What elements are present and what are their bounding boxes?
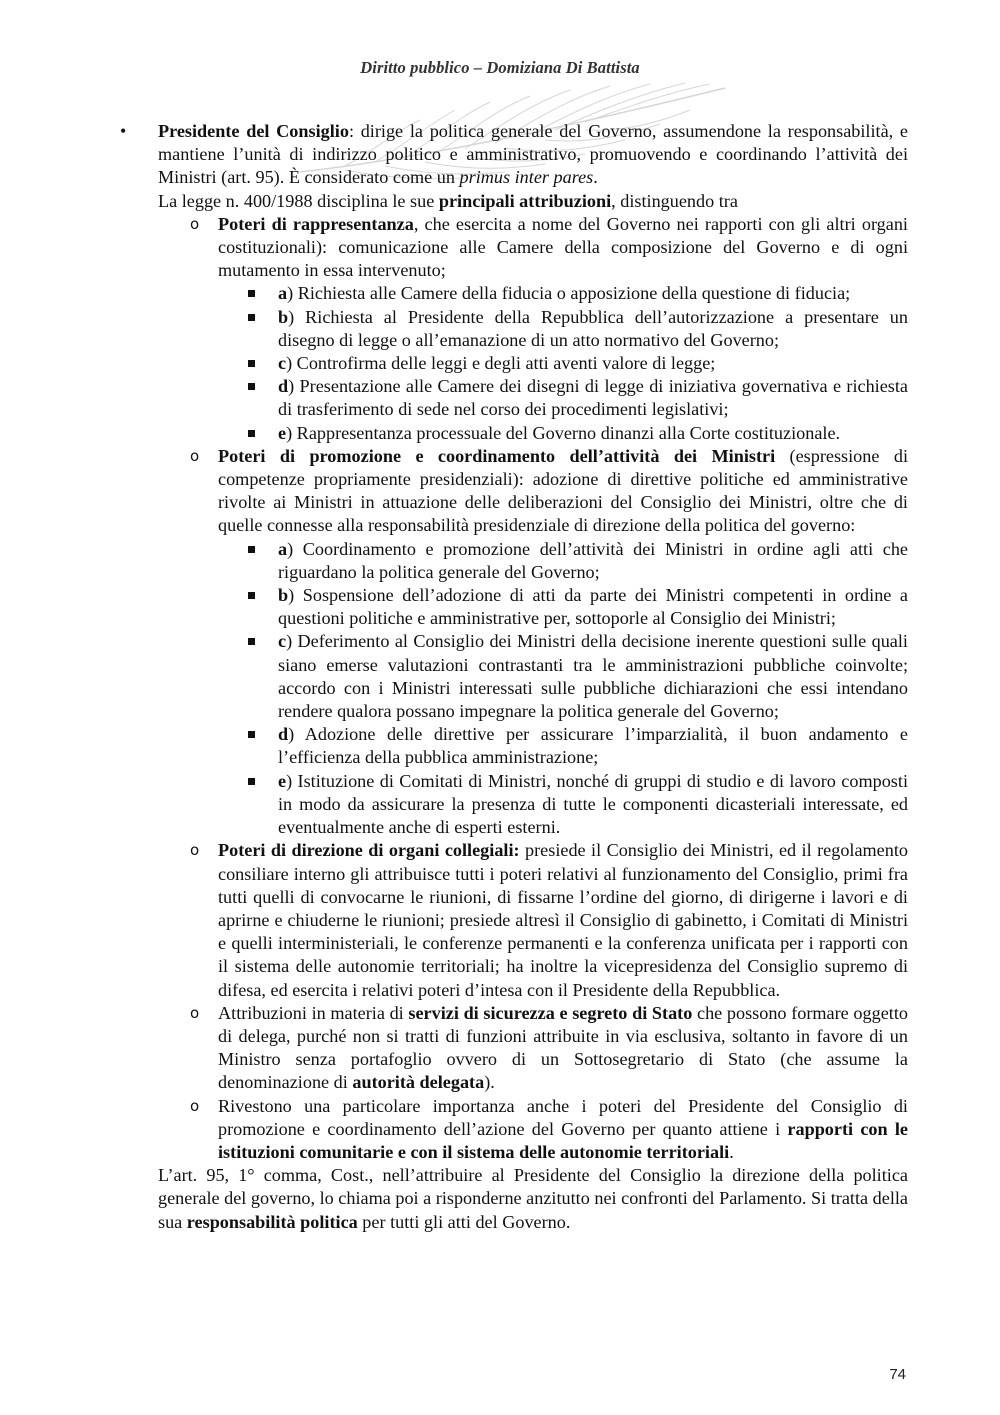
direzione-description: presiede il Consiglio dei Ministri, ed il regolamento consiliare interno gli attribuisce tutti i poteri relativi al funzionamento del Consiglio, primi fra tutti quelli di convocarne le riunioni, di fissarne l’ordine del giorno, di dirigerne i lavori e di aprirne e chiuderne le riunioni; presiede altresì il Consiglio di gabinetto, i Comitati di Ministri e quelli interministeriali, le conferenze permanenti e la conferenza unificata per i rapporti con il sistema delle autonomie territoriali; ha inoltre la vicepresidenza del Consiglio supremo di difesa, ed esercita i relativi poteri d’intesa con il Presidente della Repubblica. [218, 840, 908, 1000]
circle-bullet-icon: o [190, 1003, 200, 1022]
list-item-text [278, 584, 908, 630]
list-item [278, 584, 908, 630]
list-item [278, 723, 908, 769]
circle-bullet-icon: o [190, 214, 200, 233]
list-item-text [278, 352, 908, 375]
sicurezza-end: ). [484, 1072, 495, 1093]
item-text: ) Sospensione dell’adozione di atti da parte dei Ministri competenti in ordine a questioni politiche e amministrative per, sottoporle al Consiglio dei Ministri; [278, 585, 908, 629]
list-item [278, 282, 908, 305]
promozione-text [218, 445, 908, 538]
rappresentanza-text [218, 213, 908, 283]
promozione-title: Poteri di promozione e coordinamento dell’attività dei Ministri [218, 445, 776, 466]
president-description-end: . [593, 167, 598, 188]
sicurezza-bold: servizi di sicurezza e segreto di Stato [408, 1002, 693, 1023]
list-item [278, 306, 908, 352]
page-header: Diritto pubblico – Domiziana Di Battista [360, 58, 640, 77]
list-item-text [278, 422, 908, 445]
item-text: ) Istituzione di Comitati di Ministri, nonché di gruppi di studio e di lavoro composti in modo da assicurare la presenza di tutte le componenti dicasteriali interessate, ed eventualmente anche di esperti esterni. [278, 770, 908, 838]
square-bullet-icon [248, 430, 255, 437]
closing-paragraph [158, 1164, 908, 1234]
item-text: ) Adozione delle direttive per assicurare l’imparzialità, il buon andamento e l’efficienza della pubblica amministrazione; [278, 724, 908, 768]
list-item-text [278, 375, 908, 421]
item-letter: a [278, 538, 288, 559]
list-item [278, 352, 908, 375]
responsabilita-politica: responsabilità politica [186, 1211, 358, 1232]
main-content [120, 120, 909, 1234]
power-comunitarie [190, 1095, 908, 1165]
item-letter: c [278, 631, 287, 652]
square-bullet-icon [248, 360, 255, 367]
autorita-delegata: autorità delegata [352, 1072, 485, 1093]
list-item-text [278, 630, 908, 723]
sicurezza-intro: Attribuzioni in materia di [218, 1002, 409, 1023]
president-paragraph [158, 120, 908, 190]
list-item-text [278, 538, 908, 584]
direzione-title: Poteri di direzione di organi collegiali: [218, 840, 520, 861]
list-item-text [278, 723, 908, 769]
president-description: : dirige la politica generale del Governo, assumendone la responsabilità, e mantiene l’unità di indirizzo politico e amministrativo, promuovendo e coordinando l’attività dei Ministri (art. 95). È considerato come un [158, 121, 909, 188]
item-text: ) Controfirma delle leggi e degli atti aventi valore di legge; [286, 353, 716, 374]
square-bullet-icon [248, 314, 255, 321]
square-bullet-icon [248, 638, 255, 645]
square-bullet-icon [248, 383, 255, 390]
item-letter: e [278, 422, 287, 443]
square-bullet-icon [248, 731, 255, 738]
square-bullet-icon [248, 592, 255, 599]
list-item-text [278, 282, 908, 305]
law-intro: La legge n. 400/1988 disciplina le sue [158, 190, 439, 211]
item-letter: d [278, 724, 289, 745]
comunitarie-end: . [729, 1141, 734, 1162]
list-item [278, 770, 908, 840]
power-direzione [190, 839, 908, 1001]
list-item [278, 538, 908, 584]
item-letter: b [278, 585, 289, 606]
item-text: ) Richiesta al Presidente della Repubblica dell’autorizzazione a presentare un disegno di legge o all’emanazione di un atto normativo del Governo; [278, 306, 908, 350]
square-bullet-icon [248, 778, 255, 785]
law-outro: , distinguendo tra [611, 190, 738, 211]
circle-bullet-icon: o [190, 446, 200, 465]
list-item-text [278, 770, 908, 840]
item-text: ) Presentazione alle Camere dei disegni di legge di iniziativa governativa e richiesta di trasferimento di sede nel corso dei procedimenti legislativi; [278, 376, 908, 420]
president-term: Presidente del Consiglio [158, 121, 349, 141]
president-section [120, 120, 909, 1234]
item-letter: e [278, 770, 287, 791]
powers-list [190, 213, 908, 1164]
item-text: ) Richiesta alle Camere della fiducia o apposizione della questione di fiducia; [287, 283, 851, 304]
bullet-icon: • [120, 121, 127, 141]
item-letter: b [278, 306, 289, 327]
item-letter: c [278, 353, 287, 374]
circle-bullet-icon: o [190, 1096, 200, 1115]
law-bold-term: principali attribuzioni [438, 190, 612, 211]
comunitarie-text [218, 1095, 908, 1165]
comunitarie-intro: Rivestono una particolare importanza anche i poteri del Presidente del Consiglio di promozione e coordinamento dell’azione del Governo per quanto attiene i [218, 1095, 908, 1139]
promozione-sublist [278, 538, 908, 840]
square-bullet-icon [248, 546, 255, 553]
sicurezza-text [218, 1002, 908, 1095]
closing-intro: L’art. 95, 1° comma, Cost., nell’attribuire al Presidente del Consiglio la direzione della politica generale del governo, lo chiama poi a risponderne anzitutto nei confronti del Parlamento. Si tratta della sua [158, 1165, 908, 1232]
rappresentanza-description: , che esercita a nome del Governo nei rapporti con gli altri organi costituzionali): comunicazione alle Camere della composizione del Governo e di ogni mutamento in essa intervenuto; [218, 213, 908, 281]
list-item [278, 422, 908, 445]
list-item [278, 375, 908, 421]
primus-inter-pares: primus inter pares [459, 167, 594, 188]
item-text: ) Coordinamento e promozione dell’attività dei Ministri in ordine agli atti che riguardano la politica generale del Governo; [278, 538, 908, 582]
item-letter: a [278, 283, 288, 304]
power-promozione [190, 445, 908, 839]
item-text: ) Deferimento al Consiglio dei Ministri della decisione inerente questioni sulle quali siano emerse valutazioni contrastanti tra le amministrazioni pubbliche coinvolte; accordo con i Ministri interessati sulle pubbliche dichiarazioni che essi intendano rendere qualora possano impegnare la politica generale del Governo; [278, 631, 908, 722]
list-item [278, 630, 908, 723]
circle-bullet-icon: o [190, 841, 200, 860]
closing-end: per tutti gli atti del Governo. [357, 1211, 571, 1232]
square-bullet-icon [248, 290, 255, 297]
law-400-paragraph [158, 190, 908, 213]
item-text: ) Rappresentanza processuale del Governo dinanzi alla Corte costituzionale. [286, 422, 841, 443]
promozione-description: (espressione di competenze propriamente presidenziali): adozione di direttive politiche ed amministrative rivolte ai Ministri in attuazione delle deliberazioni del Consiglio dei Ministri, oltre che di quelle connesse alla responsabilità presidenziale di direzione della politica del governo: [218, 445, 908, 536]
direzione-text [218, 839, 908, 1001]
item-letter: d [278, 376, 289, 397]
comunitarie-bold: rapporti con le istituzioni comunitarie e con il sistema delle autonomie territoriali [218, 1118, 908, 1162]
page-number: 74 [889, 1366, 906, 1383]
power-rappresentanza [190, 213, 908, 445]
list-item-text [278, 306, 908, 352]
rappresentanza-title: Poteri di rappresentanza [218, 213, 414, 234]
sicurezza-middle: che possono formare oggetto di delega, purché non si tratti di funzioni attribuite in via esclusiva, soltanto in favore di un Ministro senza portafoglio ovvero di un Sottosegretario di Stato (che assume la denominazione di [218, 1002, 908, 1093]
rappresentanza-sublist [278, 282, 908, 444]
power-sicurezza [190, 1002, 908, 1095]
